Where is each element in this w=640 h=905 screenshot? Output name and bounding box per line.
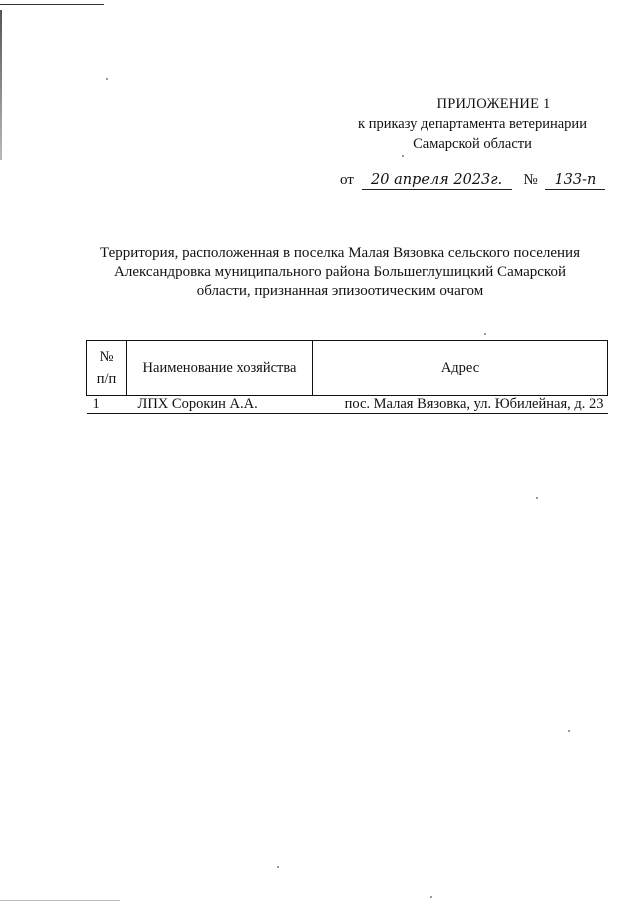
appendix-header [330, 94, 615, 154]
scan-speck [568, 730, 570, 732]
row-address: пос. Малая Вязовка, ул. Юбилейная, д. 23 [313, 396, 608, 414]
handwritten-order-number: 133-п [545, 171, 605, 190]
row-farm-name: ЛПХ Сорокин А.А. [127, 396, 313, 414]
scan-artifact-bottom-line [0, 900, 120, 901]
scan-speck [430, 896, 432, 898]
appendix-order-reference: к приказу департамента ветеринарии [358, 116, 587, 132]
document-heading [60, 244, 620, 301]
scan-speck [277, 866, 279, 868]
number-pp-label: п/п [96, 371, 117, 387]
row-number: 1 [87, 396, 127, 414]
handwritten-date: 20 апреля 2023г. [362, 171, 512, 190]
scan-speck [402, 155, 404, 157]
table-header-row [87, 341, 608, 396]
number-sign: № [523, 172, 538, 188]
appendix-title: ПРИЛОЖЕНИЕ 1 [436, 96, 551, 112]
table-row [87, 396, 608, 414]
heading-line: области, признанная эпизоотическим очагом [196, 283, 484, 299]
farms-table [86, 340, 608, 414]
column-header-number [87, 341, 127, 396]
scan-speck [536, 497, 538, 499]
appendix-region: Самарской области [413, 136, 532, 152]
order-date-line [340, 171, 605, 190]
scan-artifact-top-line [0, 4, 104, 5]
scan-speck [484, 333, 486, 335]
column-header-address: Адрес [313, 341, 608, 396]
scan-artifact-left-edge [0, 10, 2, 160]
heading-line: Территория, расположенная в поселка Малая Вязовка сельского поселения [100, 245, 580, 261]
number-sign-label: № [99, 349, 114, 365]
date-prefix: от [340, 172, 354, 188]
scan-speck [106, 78, 108, 80]
column-header-name: Наименование хозяйства [127, 341, 313, 396]
heading-line: Александровка муниципального района Большеглушицкий Самарской [114, 264, 566, 280]
